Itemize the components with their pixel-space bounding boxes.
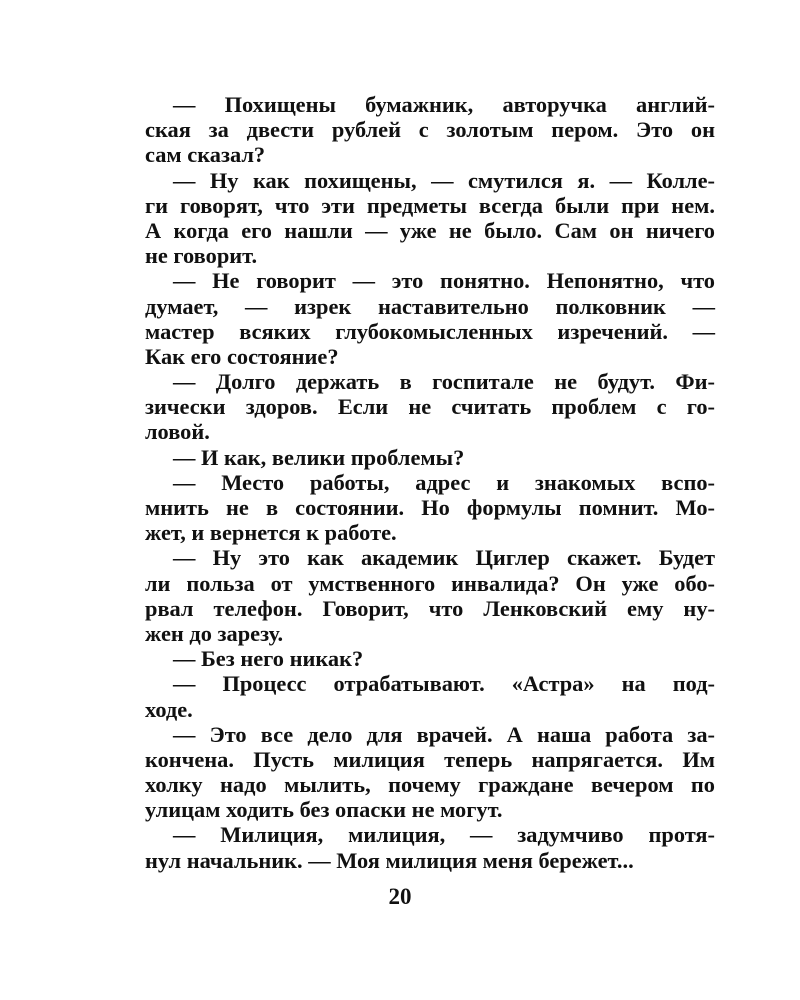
text-line: мастер всяких глубокомысленных изречений. — [145,318,715,344]
text-line: А когда его нашли — уже не было. Сам он ничего [145,217,715,243]
text-line: — Милиция, милиция, — задумчиво протя- [173,822,715,848]
paragraph [145,268,715,369]
text-line: жет, и вернется к работе. [145,520,397,546]
text-line: зически здоров. Если не считать проблем с го- [145,394,715,420]
text-line: — Место работы, адрес и знакомых вспо- [173,469,715,495]
text-line: ги говорят, что эти предметы всегда были при нем. [145,192,715,218]
paragraph [145,445,715,470]
text-line: — Не говорит — это понятно. Непонятно, что [173,268,715,294]
page-text [145,92,715,873]
text-line: не говорит. [145,243,258,269]
paragraph [145,646,715,671]
text-line: — Без него никак? [173,646,364,672]
page-number: 20 [388,884,412,909]
text-line: думает, — изрек наставительно полковник — [145,293,715,319]
text-line: — Долго держать в госпитале не будут. Фи- [173,369,715,395]
text-line: жен до зарезу. [145,620,284,646]
text-line: сам сказал? [145,142,266,168]
text-line: — И как, велики проблемы? [173,444,465,470]
text-line: — Ну это как академик Циглер скажет. Будет [173,545,715,571]
text-line: рвал телефон. Говорит, что Ленковский ему ну- [145,595,715,621]
text-line: — Это все дело для врачей. А наша работа за- [173,721,715,747]
paragraph [145,92,715,168]
text-line: ли польза от умственного инвалида? Он уже обо- [145,570,715,596]
text-line: улицам ходить без опаски не могут. [145,797,503,823]
paragraph [145,671,715,721]
paragraph [145,168,715,269]
text-line: нул начальник. — Моя милиция меня бережет... [145,847,634,873]
text-line: — Похищены бумажник, авторучка англий- [173,92,715,117]
text-line: ходе. [145,696,193,722]
paragraph [145,545,715,646]
text-line: холку надо мылить, почему граждане вечером по [145,772,715,798]
paragraph [145,822,715,872]
text-line: — Процесс отрабатывают. «Астра» на под- [173,671,715,697]
paragraph [145,722,715,823]
text-line: ловой. [145,419,210,445]
text-line: кончена. Пусть милиция теперь напрягается. Им [145,746,715,772]
text-line: ская за двести рублей с золотым пером. Это он [145,117,715,143]
text-line: мнить не в состоянии. Но формулы помнит. Мо- [145,495,715,520]
text-line: Как его состояние? [145,343,339,369]
paragraph [145,470,715,546]
text-line: — Ну как похищены, — смутился я. — Колле- [173,167,715,193]
paragraph [145,369,715,445]
